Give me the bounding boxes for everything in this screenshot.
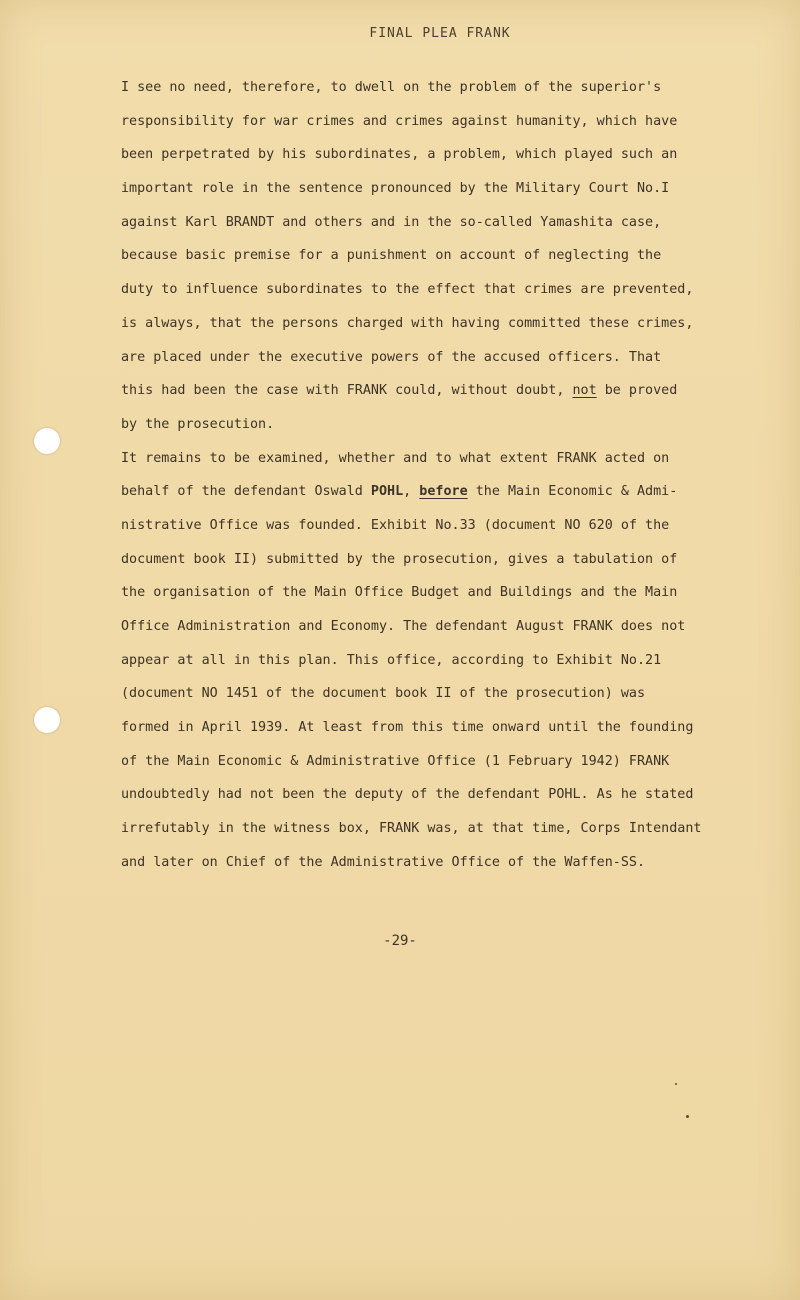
page-number: -29-: [383, 933, 417, 949]
text-line: Office Administration and Economy. The defendant August FRANK does not: [121, 619, 686, 634]
text-line: by the prosecution.: [121, 416, 275, 432]
text-line: formed in April 1939. At least from this time onward until the founding: [121, 720, 694, 736]
text-line: irrefutably in the witness box, FRANK was, at that time, Corps Intendant: [121, 821, 702, 837]
text-line: been perpetrated by his subordinates, a problem, which played such an: [121, 147, 678, 163]
underlined-word: not: [572, 383, 597, 399]
text-segment: be proved: [596, 383, 678, 399]
text-segment: the Main Economic & Admi-: [467, 484, 678, 500]
text-line: the organisation of the Main Office Budget and Buildings and the Main: [121, 585, 678, 601]
text-line: duty to influence subordinates to the effect that crimes are prevented,: [121, 282, 694, 298]
text-line: document book II) submitted by the prosecution, gives a tabulation of: [121, 551, 678, 567]
text-segment: this had been the case with FRANK could, without doubt,: [121, 383, 573, 399]
plea-body-text: [121, 71, 741, 880]
text-line: appear at all in this plan. This office, according to Exhibit No.21: [121, 652, 662, 668]
text-line: nistrative Office was founded. Exhibit No.33 (document NO 620 of the: [121, 517, 670, 533]
text-line: of the Main Economic & Administrative Office (1 February 1942) FRANK: [121, 753, 670, 769]
text-segment: ,: [403, 484, 420, 500]
text-line: [121, 374, 741, 408]
punch-hole-top: [34, 428, 60, 454]
text-line: (document NO 1451 of the document book II of the prosecution) was: [121, 686, 646, 702]
text-line: is always, that the persons charged with having committed these crimes,: [121, 315, 694, 331]
text-segment: behalf of the defendant Oswald: [121, 484, 371, 500]
text-line: and later on Chief of the Administrative Office of the Waffen-SS.: [121, 854, 646, 870]
text-line: responsibility for war crimes and crimes against humanity, which have: [121, 113, 678, 129]
text-line: [121, 475, 741, 509]
text-line: It remains to be examined, whether and to what extent FRANK acted on: [121, 450, 670, 466]
paper-speck: [686, 1115, 689, 1118]
paper-speck: [675, 1083, 677, 1085]
text-line: are placed under the executive powers of the accused officers. That: [121, 349, 662, 365]
page-header: FINAL PLEA FRANK: [369, 26, 511, 41]
bold-word: POHL: [370, 484, 404, 500]
text-line: undoubtedly had not been the deputy of the defendant POHL. As he stated: [121, 787, 694, 803]
text-line: important role in the sentence pronounced by the Military Court No.I: [121, 181, 670, 197]
text-line: against Karl BRANDT and others and in the so-called Yamashita case,: [121, 214, 662, 230]
punch-hole-bottom: [34, 707, 60, 733]
text-line: I see no need, therefore, to dwell on the problem of the superior's: [121, 80, 662, 95]
underlined-word: before: [419, 484, 468, 500]
text-line: because basic premise for a punishment on account of neglecting the: [121, 248, 662, 264]
